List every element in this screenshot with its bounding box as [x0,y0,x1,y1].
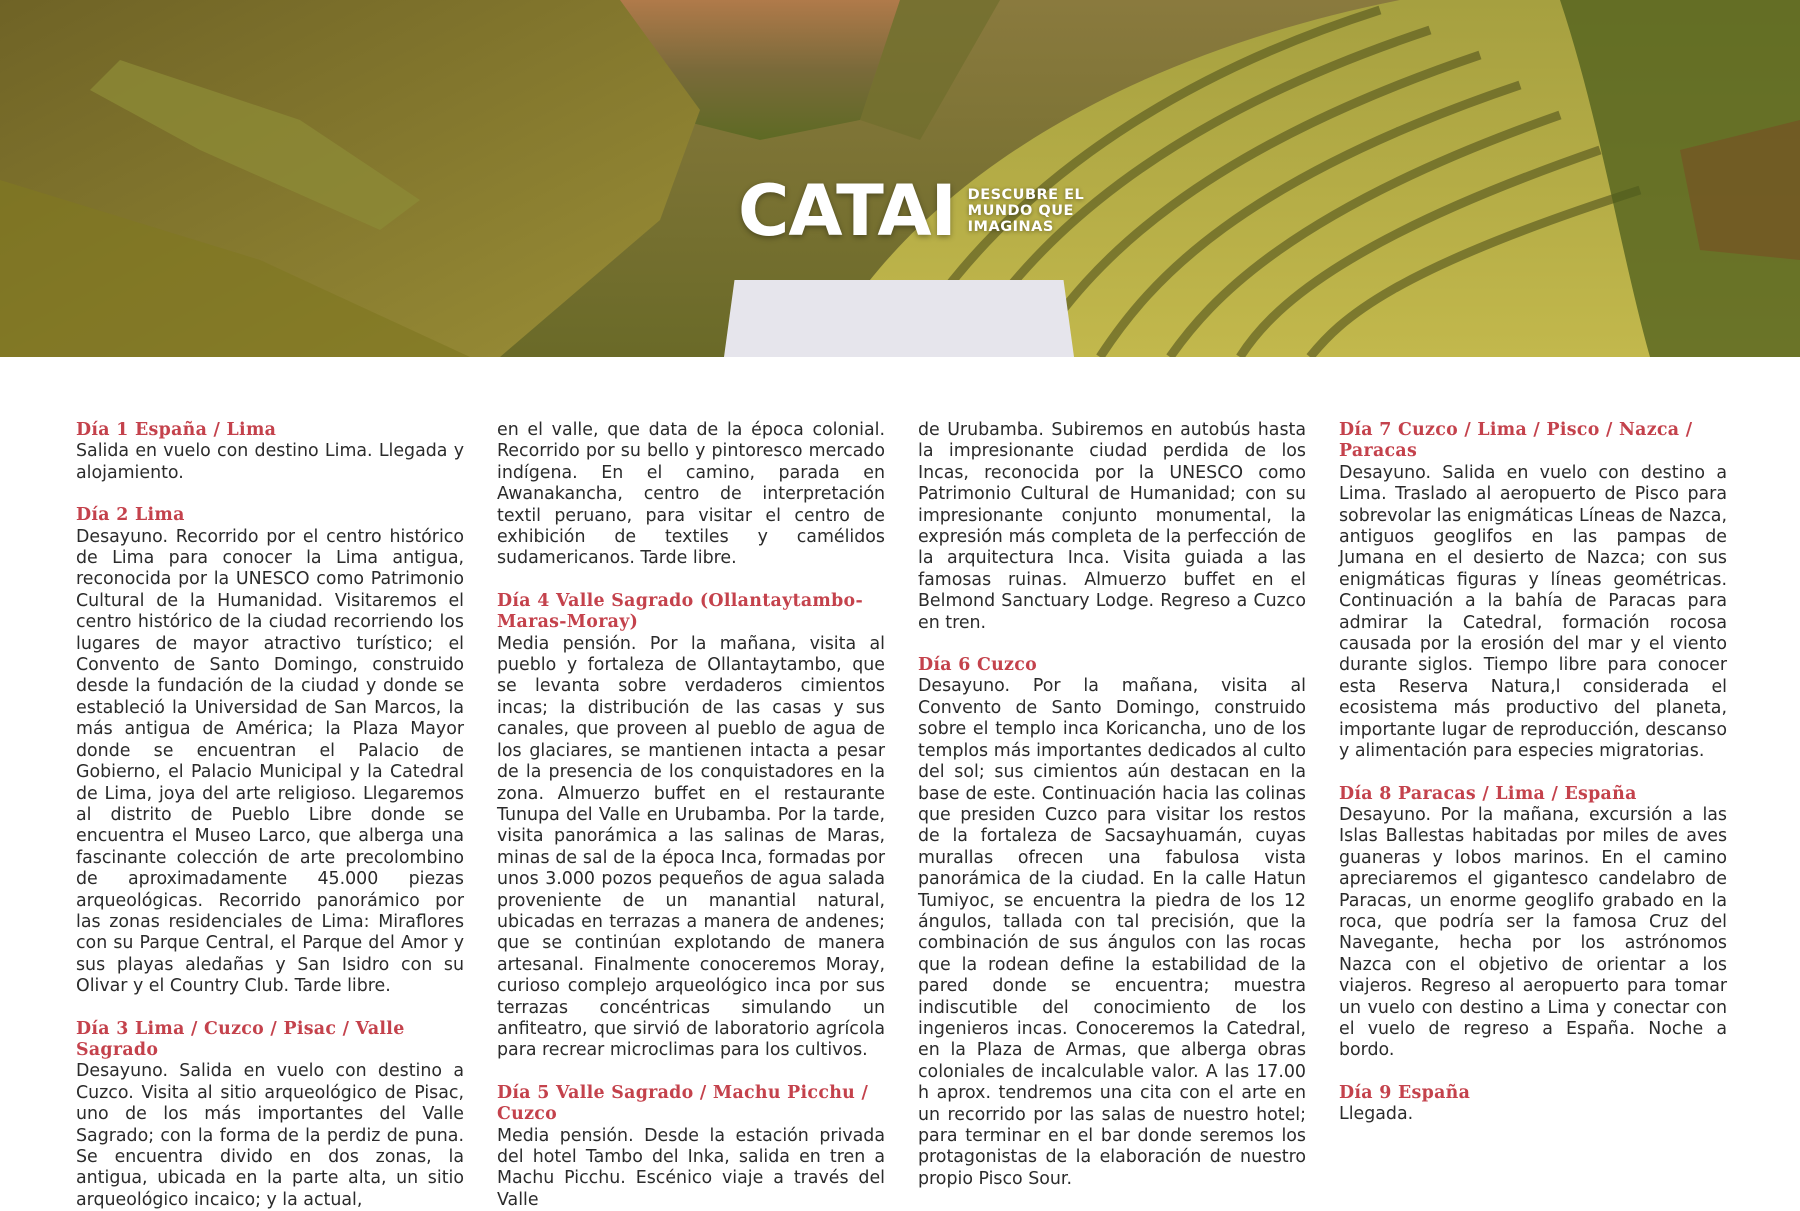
day-heading: Día 4 Valle Sagrado (Ollantaytambo-Maras-Moray) [497,590,863,633]
day-heading: Día 7 Cuzco / Lima / Pisco / Nazca / Paracas [1339,420,1693,462]
logo-tagline [968,187,1085,235]
itinerary-column-1 [76,420,464,1211]
day-description: Llegada. [1339,1104,1414,1125]
tagline-line: IMAGINAS [967,219,1054,235]
title-tab [724,280,1074,357]
day-heading: Día 1 España / Lima [76,420,277,440]
itinerary-column-3 [918,420,1306,1190]
day-heading: Día 6 Cuzco [918,655,1038,676]
day-description: Salida en vuelo con destino Lima. Llegada y alojamiento. [76,441,464,483]
day-description: Media pensión. Por la mañana, visita al pueblo y fortaleza de Ollantaytambo, que se levanta sobre verdaderos cimientos incas; la distribución de las casas y sus canales, que proveen al pueblo de agua de los glaciares, se mantienen intacta a pesar de la presencia de los conquistadores en la zona. Almuerzo buffet en el restaurante Tunupa del Valle en Urubamba. Por la tarde, visita panorámica a las salinas de Maras, minas de sal de la época Inca, formadas por unos 3.000 pozos pequeños de agua salada proveniente de un manantial natural, ubicadas en terrazas a manera de andenes; que se continúan explotando de manera artesanal. Finalmente conoceremos Moray, curioso complejo arqueológico inca por sus terrazas concéntricas simulando un anfiteatro, que sirvió de laboratorio agrícola para recrear microclimas para los cultivos. [497,633,885,1061]
day-heading: Día 8 Paracas / Lima / España [1339,783,1637,804]
day-description: Media pensión. Desde la estación privada del hotel Tambo del Inka, salida en tren a Machu Picchu. Escénico viaje a través del Valle [497,1125,885,1210]
hero-banner [0,0,1800,357]
day-description: Desayuno. Salida en vuelo con destino a Cuzco. Visita al sitio arqueológico de Pisac, uno de los más importantes del Valle Sagrado; con la forma de la perdiz de puna. Se encuentra divido en dos zonas, la antigua, ubicada en la parte alta, un sitio arqueológico incaico; y la actual, [76,1061,464,1210]
day-description: Desayuno. Por la mañana, excursión a las Islas Ballestas habitadas por miles de aves guaneras y lobos marinos. En el camino apreciaremos el gigantesco candelabro de Paracas, un enorme geoglifo grabado en la roca, que podría ser la famosa Cruz del Navegante, hecha por los astrónomos Nazca con el objetivo de orientar a los viajeros. Regreso al aeropuerto para tomar un vuelo con destino a Lima y conectar con el vuelo de regreso a España. Noche a bordo. [1339,804,1727,1061]
catai-logo [738,170,1085,252]
itinerary-column-2 [497,420,885,1211]
day-heading: Día 5 Valle Sagrado / Machu Picchu / Cuzco [497,1082,869,1125]
day-description: Desayuno. Recorrido por el centro histórico de Lima para conocer la Lima antigua, reconocida por la UNESCO como Patrimonio Cultural de la Humanidad. Visitaremos el centro histórico de la ciudad recorriendo los lugares de mayor atractivo turístico; el Convento de Santo Domingo, construido desde la fundación de la ciudad y donde se estableció la Universidad de San Marcos, la más antigua de América; la Plaza Mayor donde se encuentran el Palacio de Gobierno, el Palacio Municipal y la Catedral de Lima, joya del arte religioso. Llegaremos al distrito de Pueblo Libre donde se encuentra el Museo Larco, que alberga una fascinante colección de arte precolombino de aproximadamente 45.000 piezas arqueológicas. Recorrido panorámico por las zonas residenciales de Lima: Miraflores con su Parque Central, el Parque del Amor y sus playas aledañas y San Isidro con su Olivar y el Country Club. Tarde libre. [76,526,464,997]
day-heading: Día 3 Lima / Cuzco / Pisac / Valle Sagrado [76,1018,405,1060]
itinerary-column-4 [1339,420,1727,1126]
day-description: Desayuno. Salida en vuelo con destino a Lima. Traslado al aeropuerto de Pisco para sobrevolar las enigmáticas Líneas de Nazca, antiguos geoglifos en las pampas de Jumana en el desierto de Nazca; con sus enigmáticas figuras y líneas geométricas. Continuación a la bahía de Paracas para admirar la Catedral, formación rocosa causada por la erosión del mar y el viento durante siglos. Tiempo libre para conocer esta Reserva Natura,l considerada el ecosistema más productivo del planeta, importante lugar de reproducción, descanso y alimentación para especies migratorias. [1339,462,1727,762]
tagline-line: MUNDO QUE [967,203,1074,219]
day-heading: Día 2 Lima [76,505,185,526]
day-description: Desayuno. Por la mañana, visita al Convento de Santo Domingo, construido sobre el templo inca Koricancha, uno de los templos más importantes dedicados al culto del sol; sus cimientos aún destacan en la base de este. Continuación hacia las colinas que presiden Cuzco para visitar los restos de la fortaleza de Sacsayhuamán, cuyas murallas ofrecen una fabulosa vista panorámica de la ciudad. En la calle Hatun Tumiyoc, se encuentra la piedra de los 12 ángulos, tallada con tal precisión, que la combinación de sus ángulos con las rocas que la rodean define la estabilidad de la pared donde se encuentra; muestra indiscutible del conocimiento de los ingenieros incas. Conoceremos la Catedral, en la Plaza de Armas, que alberga obras coloniales de incalculable valor. A las 17.00 h aprox. tendremos una cita con el arte en un recorrido por las salas de nuestro hotel; para terminar en el bar donde seremos los protagonistas de la elaboración de nuestro propio Pisco Sour. [918,676,1306,1189]
day-description: de Urubamba. Subiremos en autobús hasta la impresionante ciudad perdida de los Incas, reconocida por la UNESCO como Patrimonio Cultural de Humanidad; con su impresionante conjunto monumental, la expresión más completa de la perfección de la arquitectura Inca. Visita guiada a las famosas ruinas. Almuerzo buffet en el Belmond Sanctuary Lodge. Regreso a Cuzco en tren. [918,420,1306,633]
logo-wordmark: CATAI [738,170,956,252]
tagline-line: DESCUBRE EL [967,187,1085,203]
day-description: en el valle, que data de la época colonial. Recorrido por su bello y pintoresco mercado indígena. En el camino, parada en Awanakancha, centro de interpretación textil peruano, para visitar el centro de exhibición de textiles y camélidos sudamericanos. Tarde libre. [497,420,885,569]
day-heading: Día 9 España [1339,1082,1471,1103]
